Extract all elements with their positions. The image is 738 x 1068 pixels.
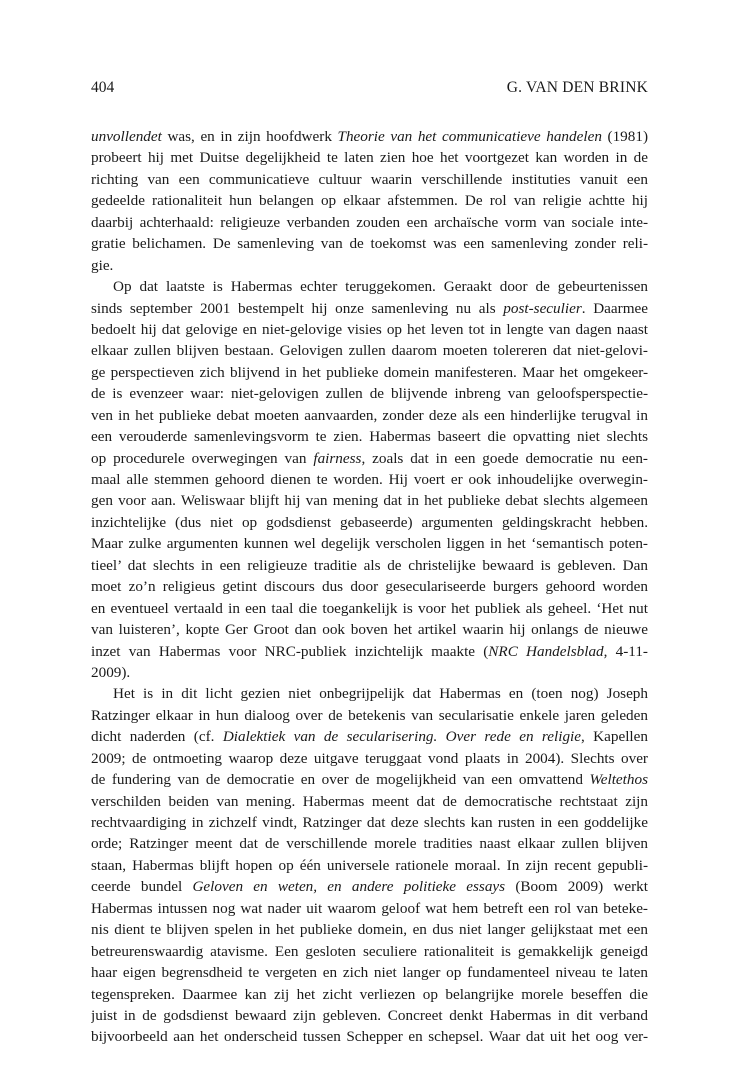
- text-run: betreurenswaardig atavisme. Een gesloten seculiere rationaliteit is gemakkelijk geneigd: [91, 942, 648, 960]
- text-run: inzet van Habermas voor NRC-publiek inzichtelijk maakte (: [91, 642, 489, 660]
- text-run: gratie belichamen. De samenleving van de toekomst was een samenleving zonder reli-: [91, 235, 648, 253]
- text-line: [91, 791, 648, 812]
- text-line: [91, 598, 648, 619]
- text-run: bijvoorbeeld aan het onderscheid tussen Schepper en schepsel. Waar dat uit het oog ver-: [91, 1028, 648, 1046]
- text-line: [91, 619, 648, 640]
- text-line: [91, 748, 648, 769]
- paragraph: [91, 126, 648, 276]
- text-run: dicht naderden (cf.: [91, 728, 223, 746]
- text-run: een verouderde samenlevingsvorm te zien. Habermas baseert die opvatting niet slechts: [91, 428, 648, 446]
- text-run: en eventueel vertaald in een taal die toegankelijk is voor het publiek als geheel. ‘Het nut: [91, 599, 648, 617]
- text-run: (1981): [601, 128, 648, 145]
- text-run: gedeelde rationaliteit hun belangen op elkaar afstemmen. De rol van religie achtte hij: [91, 192, 648, 210]
- text-line: [91, 984, 648, 1005]
- text-line: [91, 941, 648, 962]
- text-run: tieel’ dat slechts in een religieuze traditie als de christelijke bewaard is gebleven. Dan: [91, 556, 648, 574]
- text-run: maal alle stemmen gehoord dienen te worden. Hij voert er ook inhoudelijke overwegin-: [91, 471, 648, 488]
- text-run: (Boom 2009) werkt: [505, 878, 648, 896]
- text-line: [91, 876, 648, 897]
- text-run: elkaar zullen blijven bestaan. Gelovigen zullen daarom moeten tolereren dat niet-gelovi-: [91, 342, 648, 360]
- text-line: [91, 490, 648, 511]
- text-run: Op dat laatste is Habermas echter teruggekomen. Geraakt door de gebeurtenissen: [113, 278, 648, 296]
- text-line: [91, 383, 648, 404]
- text-run: van luisteren’, kopte Ger Groot dan ook boven het artikel waarin hij onlangs de nieuwe: [91, 621, 648, 639]
- italic-text: NRC Handelsblad: [488, 642, 604, 660]
- text-line: [91, 641, 648, 662]
- text-run: op procedurele overwegingen van: [91, 449, 314, 467]
- text-run: de is evenzeer waar: niet-gelovigen zullen de blijvende inbreng van geloofsperspectie-: [91, 385, 648, 403]
- text-run: , Kapellen: [581, 728, 648, 746]
- text-line: [91, 255, 648, 276]
- text-line: [91, 533, 648, 554]
- text-line: [91, 726, 648, 747]
- text-line: [91, 919, 648, 940]
- italic-text: fairness: [313, 449, 362, 467]
- text-run: 2009; de ontmoeting waarop deze uitgave teruggaat vond plaats in 2004). Slechts over: [91, 749, 648, 767]
- italic-text: Theorie van het communicatieve handelen: [337, 128, 602, 145]
- text-line: [91, 469, 648, 490]
- running-title: G. VAN DEN BRINK: [506, 79, 648, 96]
- text-run: bedoelt hij dat gelovige en niet-gelovige visies op het leven tot in lengte van dagen naast: [91, 320, 648, 338]
- text-line: [91, 147, 648, 168]
- paragraph: [91, 276, 648, 683]
- text-line: [91, 705, 648, 726]
- text-run: richting van een communicatieve cultuur waarin verschillende instituties vanuit een: [91, 170, 648, 188]
- text-run: tegenspreken. Daarmee kan zij het zicht verliezen op belangrijke morele beseffen die: [91, 985, 648, 1003]
- text-run: , zoals dat in een goede democratie nu een-: [361, 449, 648, 467]
- text-run: staan, Habermas blijft hopen op één universele rationele moraal. In zijn recent gepubli-: [91, 856, 648, 874]
- text-line: [91, 1026, 648, 1047]
- text-run: nis dient te blijven spelen in het publieke domein, en dus niet langer gelijkstaat met een: [91, 921, 648, 939]
- text-line: [91, 190, 648, 211]
- text-run: orde; Ratzinger meent dat de verschillende morele tradities naast elkaar zullen blijven: [91, 835, 648, 853]
- text-run: ceerde bundel: [91, 878, 193, 896]
- text-line: [91, 512, 648, 533]
- text-run: probeert hij met Duitse degelijkheid te laten zien hoe het voortgezet kan worden in de: [91, 149, 648, 167]
- text-run: inzichtelijke (dus niet op godsdienst gebaseerde) argumenten geldingskracht hebben.: [91, 513, 648, 531]
- text-line: [91, 233, 648, 254]
- text-run: , 4-11-: [603, 642, 648, 660]
- page: [91, 0, 648, 1068]
- italic-text: Weltethos: [589, 771, 648, 789]
- page-number: 404: [91, 79, 115, 96]
- text-run: 2009).: [91, 663, 131, 681]
- text-line: [91, 298, 648, 319]
- text-run: gen voor aan. Weliswaar blijft hij van mening dat in het publieke debat slechts algemeen: [91, 492, 648, 510]
- text-run: Maar zulke argumenten kunnen wel degelijk verscholen liggen in het ‘semantisch poten-: [91, 535, 648, 553]
- text-line: [91, 662, 648, 683]
- text-line: [91, 212, 648, 233]
- text-run: juist in de godsdienst bewaard zijn gebleven. Concreet denkt Habermas in dit verband: [91, 1006, 648, 1024]
- text-line: [91, 962, 648, 983]
- italic-text: unvollendet: [91, 128, 162, 145]
- text-run: de fundering van de democratie en over de mogelijkheid van een omvattend: [91, 771, 590, 789]
- text-run: gie.: [91, 256, 114, 274]
- text-run: sinds september 2001 bestempelt hij onze samenleving nu als: [91, 299, 504, 317]
- text-line: [91, 362, 648, 383]
- italic-text: post-seculier: [503, 299, 582, 317]
- text-line: [91, 448, 648, 469]
- running-head: [91, 78, 648, 98]
- text-run: . Daarmee: [581, 299, 648, 317]
- text-run: Habermas intussen nog wat nader uit waarom geloof wat hem betreft een rol van beteke-: [91, 899, 648, 917]
- text-run: rechtvaardiging in zichzelf vindt, Ratzinger dat deze slechts kan rusten in een goddelijke: [91, 814, 648, 831]
- text-run: Het is in dit licht gezien niet onbegrijpelijk dat Habermas en (toen nog) Joseph: [113, 685, 648, 703]
- text-line: [91, 555, 648, 576]
- text-run: ge perspectieven zich blijvend in het publieke domein manifesteren. Maar het omgekeer-: [91, 363, 648, 381]
- text-line: [91, 426, 648, 447]
- text-line: [91, 276, 648, 297]
- paragraph: [91, 683, 648, 1047]
- text-line: [91, 833, 648, 854]
- text-line: [91, 683, 648, 704]
- text-line: [91, 169, 648, 190]
- text-run: daarbij achterhaald: religieuze verbanden zouden een archaïsche vorm van sociale inte-: [91, 213, 648, 231]
- italic-text: Geloven en weten, en andere politieke essays: [192, 878, 506, 896]
- text-line: [91, 1005, 648, 1026]
- text-line: [91, 812, 648, 833]
- text-line: [91, 340, 648, 361]
- body-text: [91, 126, 648, 1048]
- text-run: moet zo’n religieus getint discours dus door geseculariseerde burgers gehoord worden: [91, 578, 648, 596]
- text-line: [91, 769, 648, 790]
- italic-text: Dialektiek van de secularisering. Over rede en religie: [222, 728, 581, 746]
- text-run: verschilden beiden van mening. Habermas meent dat de democratische rechtstaat zijn: [91, 792, 648, 810]
- text-run: haar eigen begrensdheid te vergeten en zich niet langer op fundamenteel niveau te laten: [91, 964, 648, 982]
- text-line: [91, 319, 648, 340]
- text-line: [91, 898, 648, 919]
- text-line: [91, 855, 648, 876]
- text-line: [91, 126, 648, 147]
- text-run: Ratzinger elkaar in hun dialoog over de betekenis van secularisatie enkele jaren geleden: [91, 706, 648, 724]
- text-run: was, en in zijn hoofdwerk: [161, 128, 338, 145]
- text-line: [91, 576, 648, 597]
- text-run: ven in het publieke debat moeten aanvaarden, zonder deze als een hinderlijke terugval in: [91, 406, 648, 424]
- text-line: [91, 405, 648, 426]
